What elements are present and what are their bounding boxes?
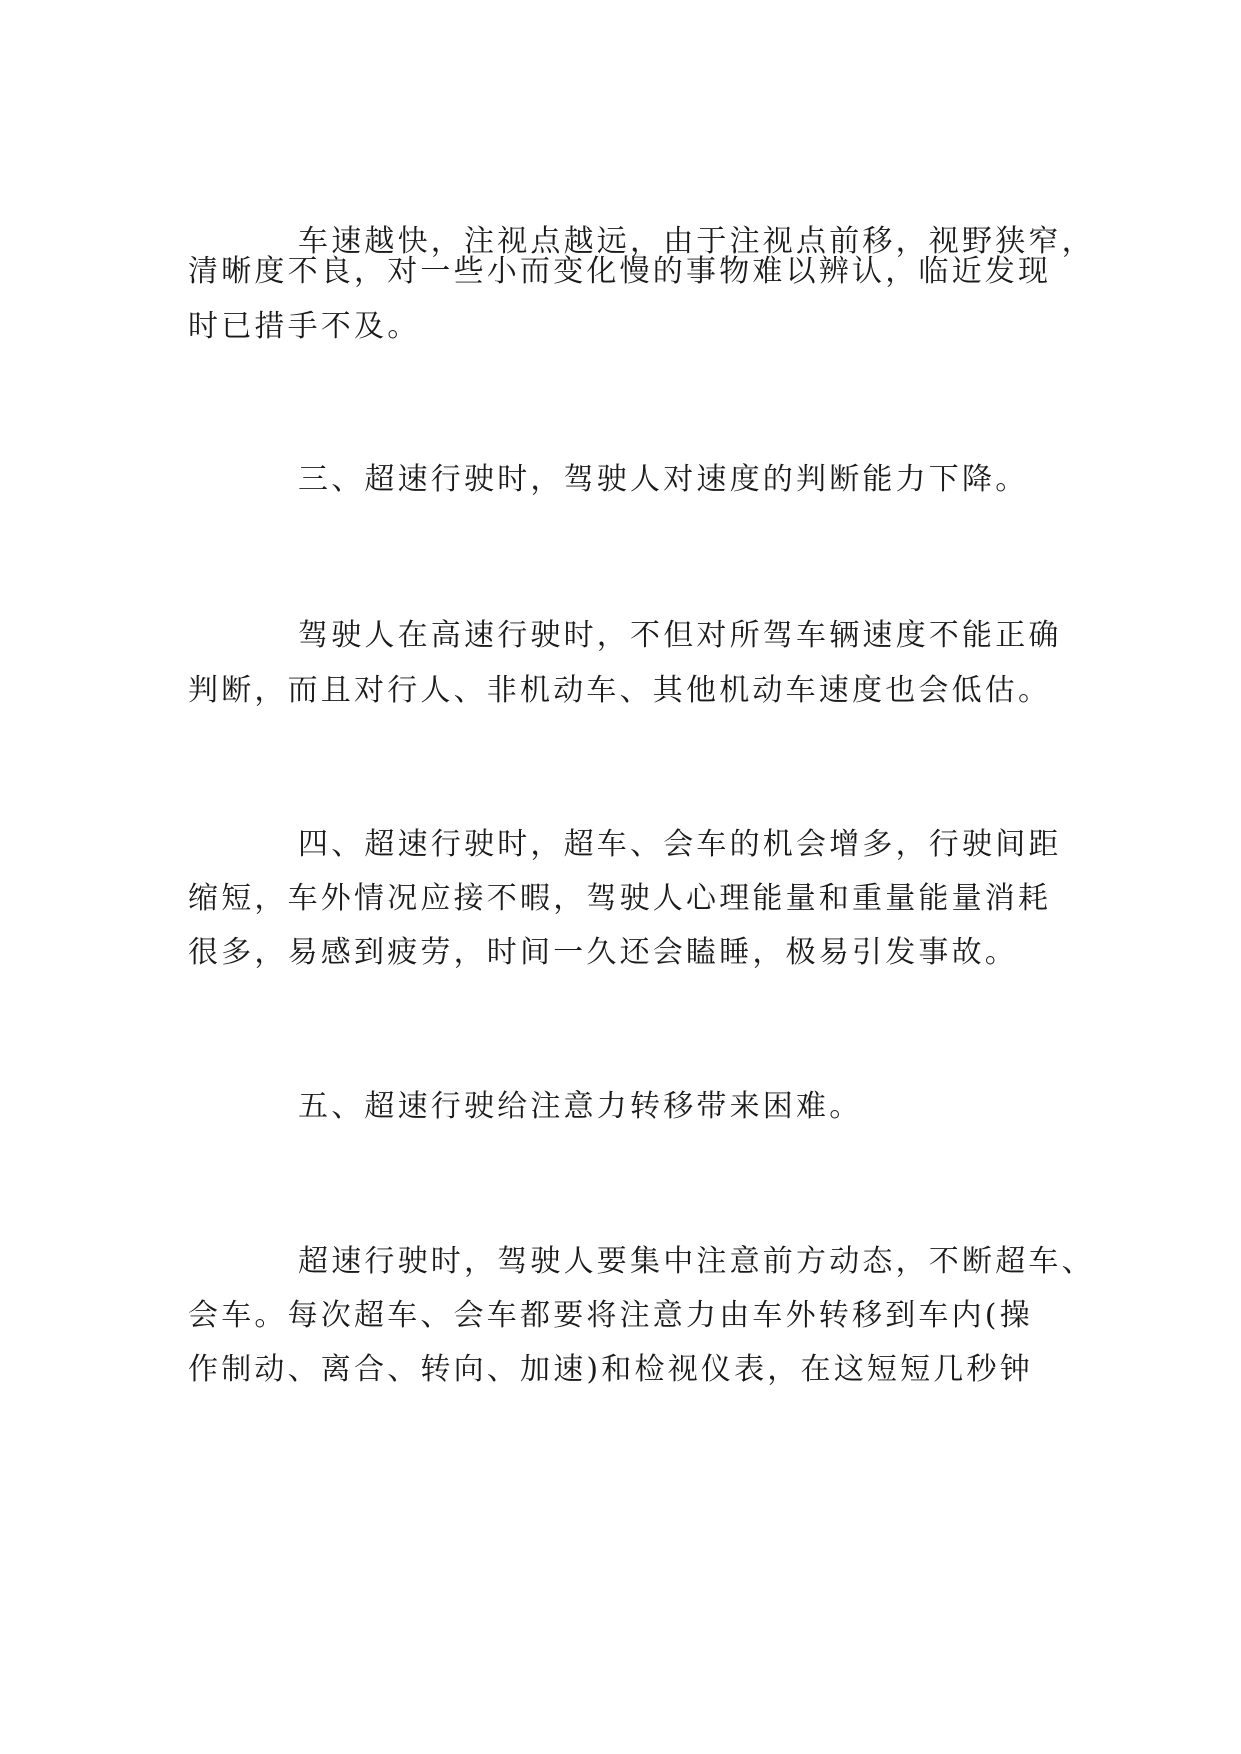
paragraph-2-line-2: 判断，而且对行人、非机动车、其他机动车速度也会低估。 [188,673,1052,708]
paragraph-3-line-1: 四、超速行驶时，超车、会车的机会增多，行驶间距 [298,827,1062,862]
paragraph-4-line-1: 超速行驶时，驾驶人要集中注意前方动态，不断超车、 [298,1244,1095,1279]
paragraph-1-line-1: 车速越快，注视点越远，由于注视点前移，视野狭窄， [298,224,1095,259]
paragraph-3-line-2: 缩短，车外情况应接不暇，驾驶人心理能量和重量能量消耗 [188,881,1052,916]
paragraph-4-line-3: 作制动、离合、转向、加速)和检视仪表，在这短短几秒钟 [188,1352,1033,1387]
paragraph-4-line-2: 会车。每次超车、会车都要将注意力由车外转移到车内(操 [188,1298,1033,1333]
paragraph-3-line-3: 很多，易感到疲劳，时间一久还会瞌睡，极易引发事故。 [188,935,1018,970]
paragraph-2-line-1: 驾驶人在高速行驶时，不但对所驾车辆速度不能正确 [298,618,1062,653]
heading-three: 三、超速行驶时，驾驶人对速度的判断能力下降。 [298,462,1029,497]
paragraph-1-line-2: 清晰度不良，对一些小而变化慢的事物难以辨认，临近发现 [188,254,1052,289]
heading-five: 五、超速行驶给注意力转移带来困难。 [298,1089,863,1124]
paragraph-1-line-3: 时已措手不及。 [188,309,421,344]
